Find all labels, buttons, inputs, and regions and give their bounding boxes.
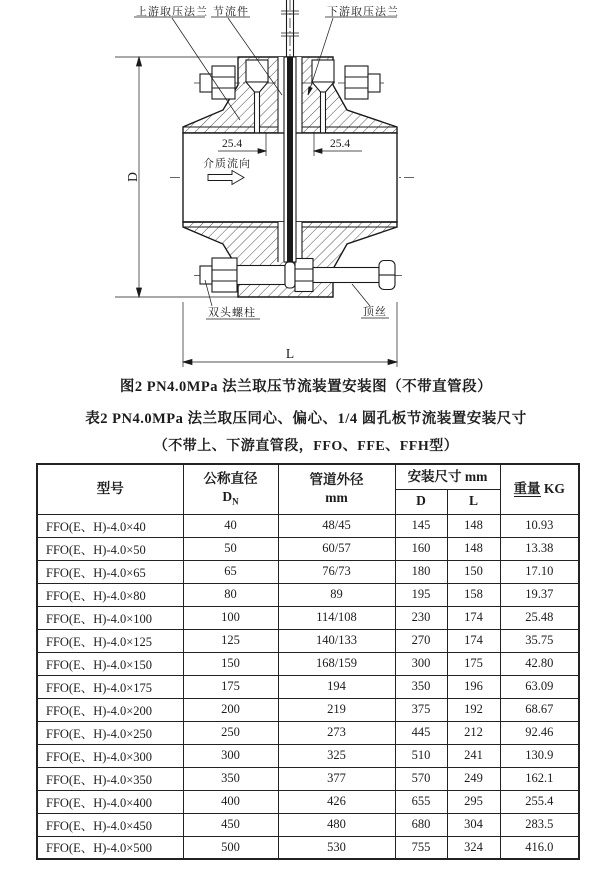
dn-cell: 150 — [183, 652, 278, 675]
table-row — [37, 767, 579, 790]
dim-25-4-left: 25.4 — [221, 138, 243, 150]
dim-d-cell: 195 — [395, 583, 447, 606]
dim-l-cell: 192 — [447, 698, 500, 721]
table-row — [37, 629, 579, 652]
pipe-od-cell: 140/133 — [278, 629, 395, 652]
model-cell: FFO(E、H)-4.0×100 — [37, 606, 183, 629]
header-nominal-diameter-line1: 公称直径 — [203, 471, 258, 487]
dn-cell: 300 — [183, 744, 278, 767]
table-row — [37, 813, 579, 836]
model-cell: FFO(E、H)-4.0×65 — [37, 560, 183, 583]
header-install-dims-label: 安装尺寸 mm — [407, 468, 488, 484]
dim-d-cell: 570 — [395, 767, 447, 790]
dim-d-cell: 350 — [395, 675, 447, 698]
stud-shaft — [237, 266, 285, 285]
pipe-od-cell: 48/45 — [278, 514, 395, 537]
table-row — [37, 836, 579, 859]
weight-cell: 19.37 — [500, 583, 579, 606]
weight-cell: 255.4 — [500, 790, 579, 813]
dn-cell: 350 — [183, 767, 278, 790]
dim-d-cell: 445 — [395, 721, 447, 744]
plate-carrier-cap — [285, 262, 295, 288]
set-screw-shaft — [313, 268, 379, 283]
header-nominal-diameter — [183, 464, 278, 514]
table-row — [37, 606, 579, 629]
right-stud-end — [368, 74, 380, 92]
header-weight-label: 重量 — [513, 481, 541, 497]
model-cell: FFO(E、H)-4.0×80 — [37, 583, 183, 606]
pipe-od-cell: 194 — [278, 675, 395, 698]
dim-25-4-right: 25.4 — [329, 138, 351, 150]
dim-label-d: D — [125, 172, 140, 182]
model-cell: FFO(E、H)-4.0×400 — [37, 790, 183, 813]
pipe-od-cell: 219 — [278, 698, 395, 721]
model-cell: FFO(E、H)-4.0×350 — [37, 767, 183, 790]
model-cell: FFO(E、H)-4.0×150 — [37, 652, 183, 675]
dim-d-cell: 655 — [395, 790, 447, 813]
weight-cell: 130.9 — [500, 744, 579, 767]
model-cell: FFO(E、H)-4.0×200 — [37, 698, 183, 721]
header-pipe-od — [278, 464, 395, 514]
pipe-od-cell: 60/57 — [278, 537, 395, 560]
dn-cell: 50 — [183, 537, 278, 560]
label-flow-direction: 介质流向 — [203, 158, 251, 170]
dim-l-cell: 249 — [447, 767, 500, 790]
weight-cell: 42.80 — [500, 652, 579, 675]
stud-bolt-end — [200, 266, 212, 284]
weight-cell: 10.93 — [500, 514, 579, 537]
model-cell: FFO(E、H)-4.0×40 — [37, 514, 183, 537]
dim-d-cell: 375 — [395, 698, 447, 721]
weight-cell: 35.75 — [500, 629, 579, 652]
pipe-od-cell: 76/73 — [278, 560, 395, 583]
dn-cell: 80 — [183, 583, 278, 606]
header-pipe-od-line1: 管道外径 — [309, 472, 364, 488]
weight-cell: 162.1 — [500, 767, 579, 790]
pipe-od-cell: 325 — [278, 744, 395, 767]
left-stud-end — [200, 74, 212, 92]
dn-cell: 40 — [183, 514, 278, 537]
header-dim-d: D — [395, 489, 447, 514]
figure-caption: 图2 PN4.0MPa 法兰取压节流装置安装图（不带直管段） — [119, 379, 493, 395]
model-cell: FFO(E、H)-4.0×50 — [37, 537, 183, 560]
dim-d-cell: 510 — [395, 744, 447, 767]
weight-cell: 416.0 — [500, 836, 579, 859]
dn-cell: 200 — [183, 698, 278, 721]
table-row — [37, 514, 579, 537]
table-row — [37, 560, 579, 583]
pipe-od-cell: 530 — [278, 836, 395, 859]
pipe-od-cell: 480 — [278, 813, 395, 836]
dim-d-cell: 300 — [395, 652, 447, 675]
pipe-od-cell: 114/108 — [278, 606, 395, 629]
table-row — [37, 698, 579, 721]
pipe-od-cell: 168/159 — [278, 652, 395, 675]
dim-l-cell: 295 — [447, 790, 500, 813]
weight-cell: 25.48 — [500, 606, 579, 629]
table-row — [37, 744, 579, 767]
header-model — [37, 464, 183, 514]
table-row — [37, 583, 579, 606]
dim-l-cell: 175 — [447, 652, 500, 675]
table-title: 表2 PN4.0MPa 法兰取压同心、偏心、1/4 圆孔板节流装置安装尺寸 — [85, 411, 527, 427]
table-row — [37, 652, 579, 675]
dimension-table — [36, 463, 580, 860]
dn-cell: 400 — [183, 790, 278, 813]
model-cell: FFO(E、H)-4.0×300 — [37, 744, 183, 767]
dn-cell: 500 — [183, 836, 278, 859]
dn-cell: 450 — [183, 813, 278, 836]
dn-cell: 65 — [183, 560, 278, 583]
left-hex-nut — [212, 66, 235, 99]
dim-d-cell: 160 — [395, 537, 447, 560]
model-cell: FFO(E、H)-4.0×175 — [37, 675, 183, 698]
label-set-screw: 顶丝 — [363, 306, 387, 318]
dn-cell: 250 — [183, 721, 278, 744]
dim-d-cell: 230 — [395, 606, 447, 629]
dim-l-cell: 148 — [447, 537, 500, 560]
weight-cell: 13.38 — [500, 537, 579, 560]
dim-label-l: L — [285, 346, 295, 361]
dim-l-cell: 212 — [447, 721, 500, 744]
header-model-label: 型号 — [96, 481, 124, 497]
pipe-od-cell: 426 — [278, 790, 395, 813]
dim-l-cell: 174 — [447, 606, 500, 629]
model-cell: FFO(E、H)-4.0×250 — [37, 721, 183, 744]
dim-d-cell: 270 — [395, 629, 447, 652]
weight-cell: 63.09 — [500, 675, 579, 698]
pipe-od-cell: 377 — [278, 767, 395, 790]
dn-cell: 100 — [183, 606, 278, 629]
table-row — [37, 790, 579, 813]
label-stud-bolt: 双头螺柱 — [208, 307, 256, 319]
header-install-dims — [395, 464, 500, 489]
dim-l-cell: 174 — [447, 629, 500, 652]
dim-d-cell: 755 — [395, 836, 447, 859]
lower-bolting — [200, 258, 395, 292]
header-nominal-diameter-line2: $D_N$ — [222, 489, 239, 508]
dim-l-cell: 304 — [447, 813, 500, 836]
weight-cell: 92.46 — [500, 721, 579, 744]
header-pipe-od-line2: mm — [325, 490, 348, 506]
table-row — [37, 721, 579, 744]
dim-l-cell: 150 — [447, 560, 500, 583]
installation-drawing — [0, 0, 612, 377]
table-row — [37, 675, 579, 698]
model-cell: FFO(E、H)-4.0×450 — [37, 813, 183, 836]
label-throttling-element: 节流件 — [213, 6, 249, 18]
label-downstream-flange: 下游取压法兰 — [327, 6, 399, 18]
right-hex-nut — [345, 66, 368, 99]
weight-cell: 17.10 — [500, 560, 579, 583]
header-weight-unit: KG — [540, 481, 565, 497]
table-subtitle: （不带上、下游直管段，FFO、FFE、FFH型） — [153, 439, 459, 454]
header-weight — [500, 464, 579, 514]
pipe-od-cell: 89 — [278, 583, 395, 606]
model-cell: FFO(E、H)-4.0×125 — [37, 629, 183, 652]
dim-l-cell: 148 — [447, 514, 500, 537]
set-screw-hex — [295, 259, 313, 292]
dim-d-cell: 180 — [395, 560, 447, 583]
pipe-od-cell: 273 — [278, 721, 395, 744]
dim-d-cell: 145 — [395, 514, 447, 537]
model-cell: FFO(E、H)-4.0×500 — [37, 836, 183, 859]
dim-l-cell: 324 — [447, 836, 500, 859]
weight-cell: 68.67 — [500, 698, 579, 721]
header-dim-l: L — [447, 489, 500, 514]
weight-cell: 283.5 — [500, 813, 579, 836]
table-row — [37, 537, 579, 560]
label-upstream-flange: 上游取压法兰 — [136, 6, 208, 18]
dn-cell: 175 — [183, 675, 278, 698]
dim-l-cell: 196 — [447, 675, 500, 698]
dn-cell: 125 — [183, 629, 278, 652]
dim-l-cell: 158 — [447, 583, 500, 606]
dim-l-cell: 241 — [447, 744, 500, 767]
dim-d-cell: 680 — [395, 813, 447, 836]
stud-hex-nut — [212, 258, 237, 292]
